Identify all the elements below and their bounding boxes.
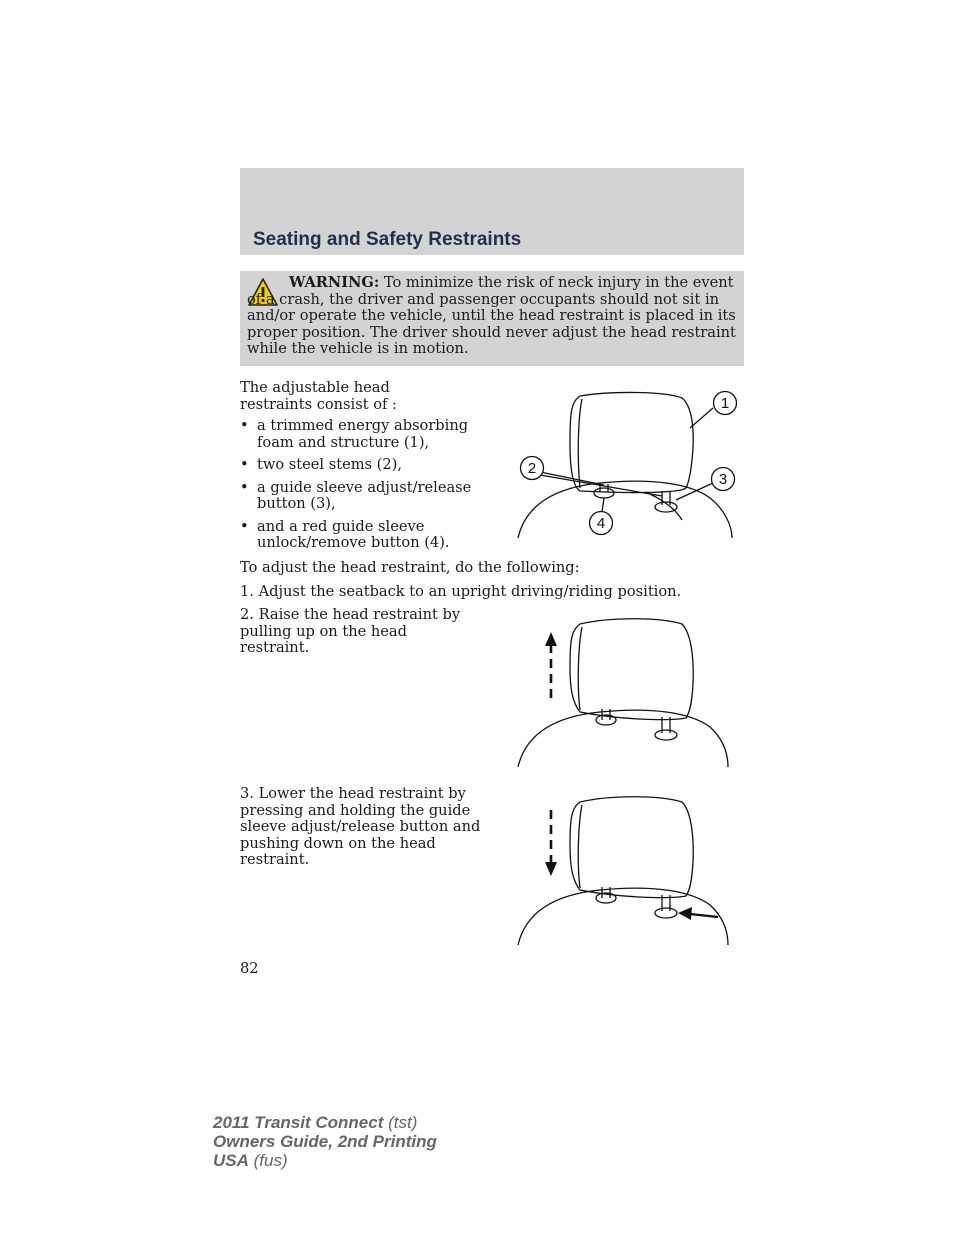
callout-3-label: 3 <box>718 471 728 488</box>
footer <box>213 1113 437 1170</box>
footer-model: 2011 Transit Connect <box>213 1113 384 1132</box>
footer-model-line <box>213 1113 437 1132</box>
arrow-down-icon <box>545 862 557 876</box>
step-2: 2. Raise the head restraint by pulling up on the head restraint. <box>240 606 461 656</box>
component-list <box>240 418 500 558</box>
section-title: Seating and Safety Restraints <box>253 229 522 250</box>
list-item: • two steel stems (2), <box>240 457 500 474</box>
page-number: 82 <box>240 960 259 977</box>
list-item: • and a red guide sleeve unlock/remove button (4). <box>240 519 500 552</box>
list-item: • a guide sleeve adjust/release button (3), <box>240 480 500 513</box>
footer-guide-line <box>213 1132 437 1151</box>
callout-4-label: 4 <box>596 515 606 532</box>
footer-model-code: (tst) <box>383 1113 418 1132</box>
footer-region-line <box>213 1151 437 1170</box>
footer-region: USA <box>213 1151 249 1170</box>
intro-paragraph: The adjustable head restraints consist of : <box>240 379 397 413</box>
arrow-up-icon <box>545 632 557 646</box>
callout-2-label: 2 <box>527 460 537 477</box>
raise-head-restraint-figure <box>510 612 735 770</box>
footer-guide: Owners Guide, 2nd Printing <box>213 1132 437 1151</box>
warning-text <box>247 275 739 358</box>
list-item: • a trimmed energy absorbing foam and structure (1), <box>240 418 500 451</box>
callout-1-label: 1 <box>720 395 730 412</box>
arrow-left-icon <box>678 907 692 920</box>
lower-head-restraint-figure <box>510 790 735 948</box>
step-1: 1. Adjust the seatback to an upright driving/riding position. <box>240 583 682 600</box>
footer-region-code: (fus) <box>248 1151 288 1170</box>
step-3: 3. Lower the head restraint by pressing and holding the guide sleeve adjust/release button and pushing down on the head restraint. <box>240 785 481 868</box>
warning-body: To minimize the risk of neck injury in the event of a crash, the driver and passenger occupants should not sit in and/or operate the vehicle, until the head restraint is placed in its proper position. The driver should never adjust the head restraint while the vehicle is in motion. <box>247 274 736 357</box>
warning-label: WARNING: <box>289 274 380 291</box>
adjust-intro: To adjust the head restraint, do the following: <box>240 559 580 576</box>
head-restraint-components-figure <box>510 388 745 540</box>
